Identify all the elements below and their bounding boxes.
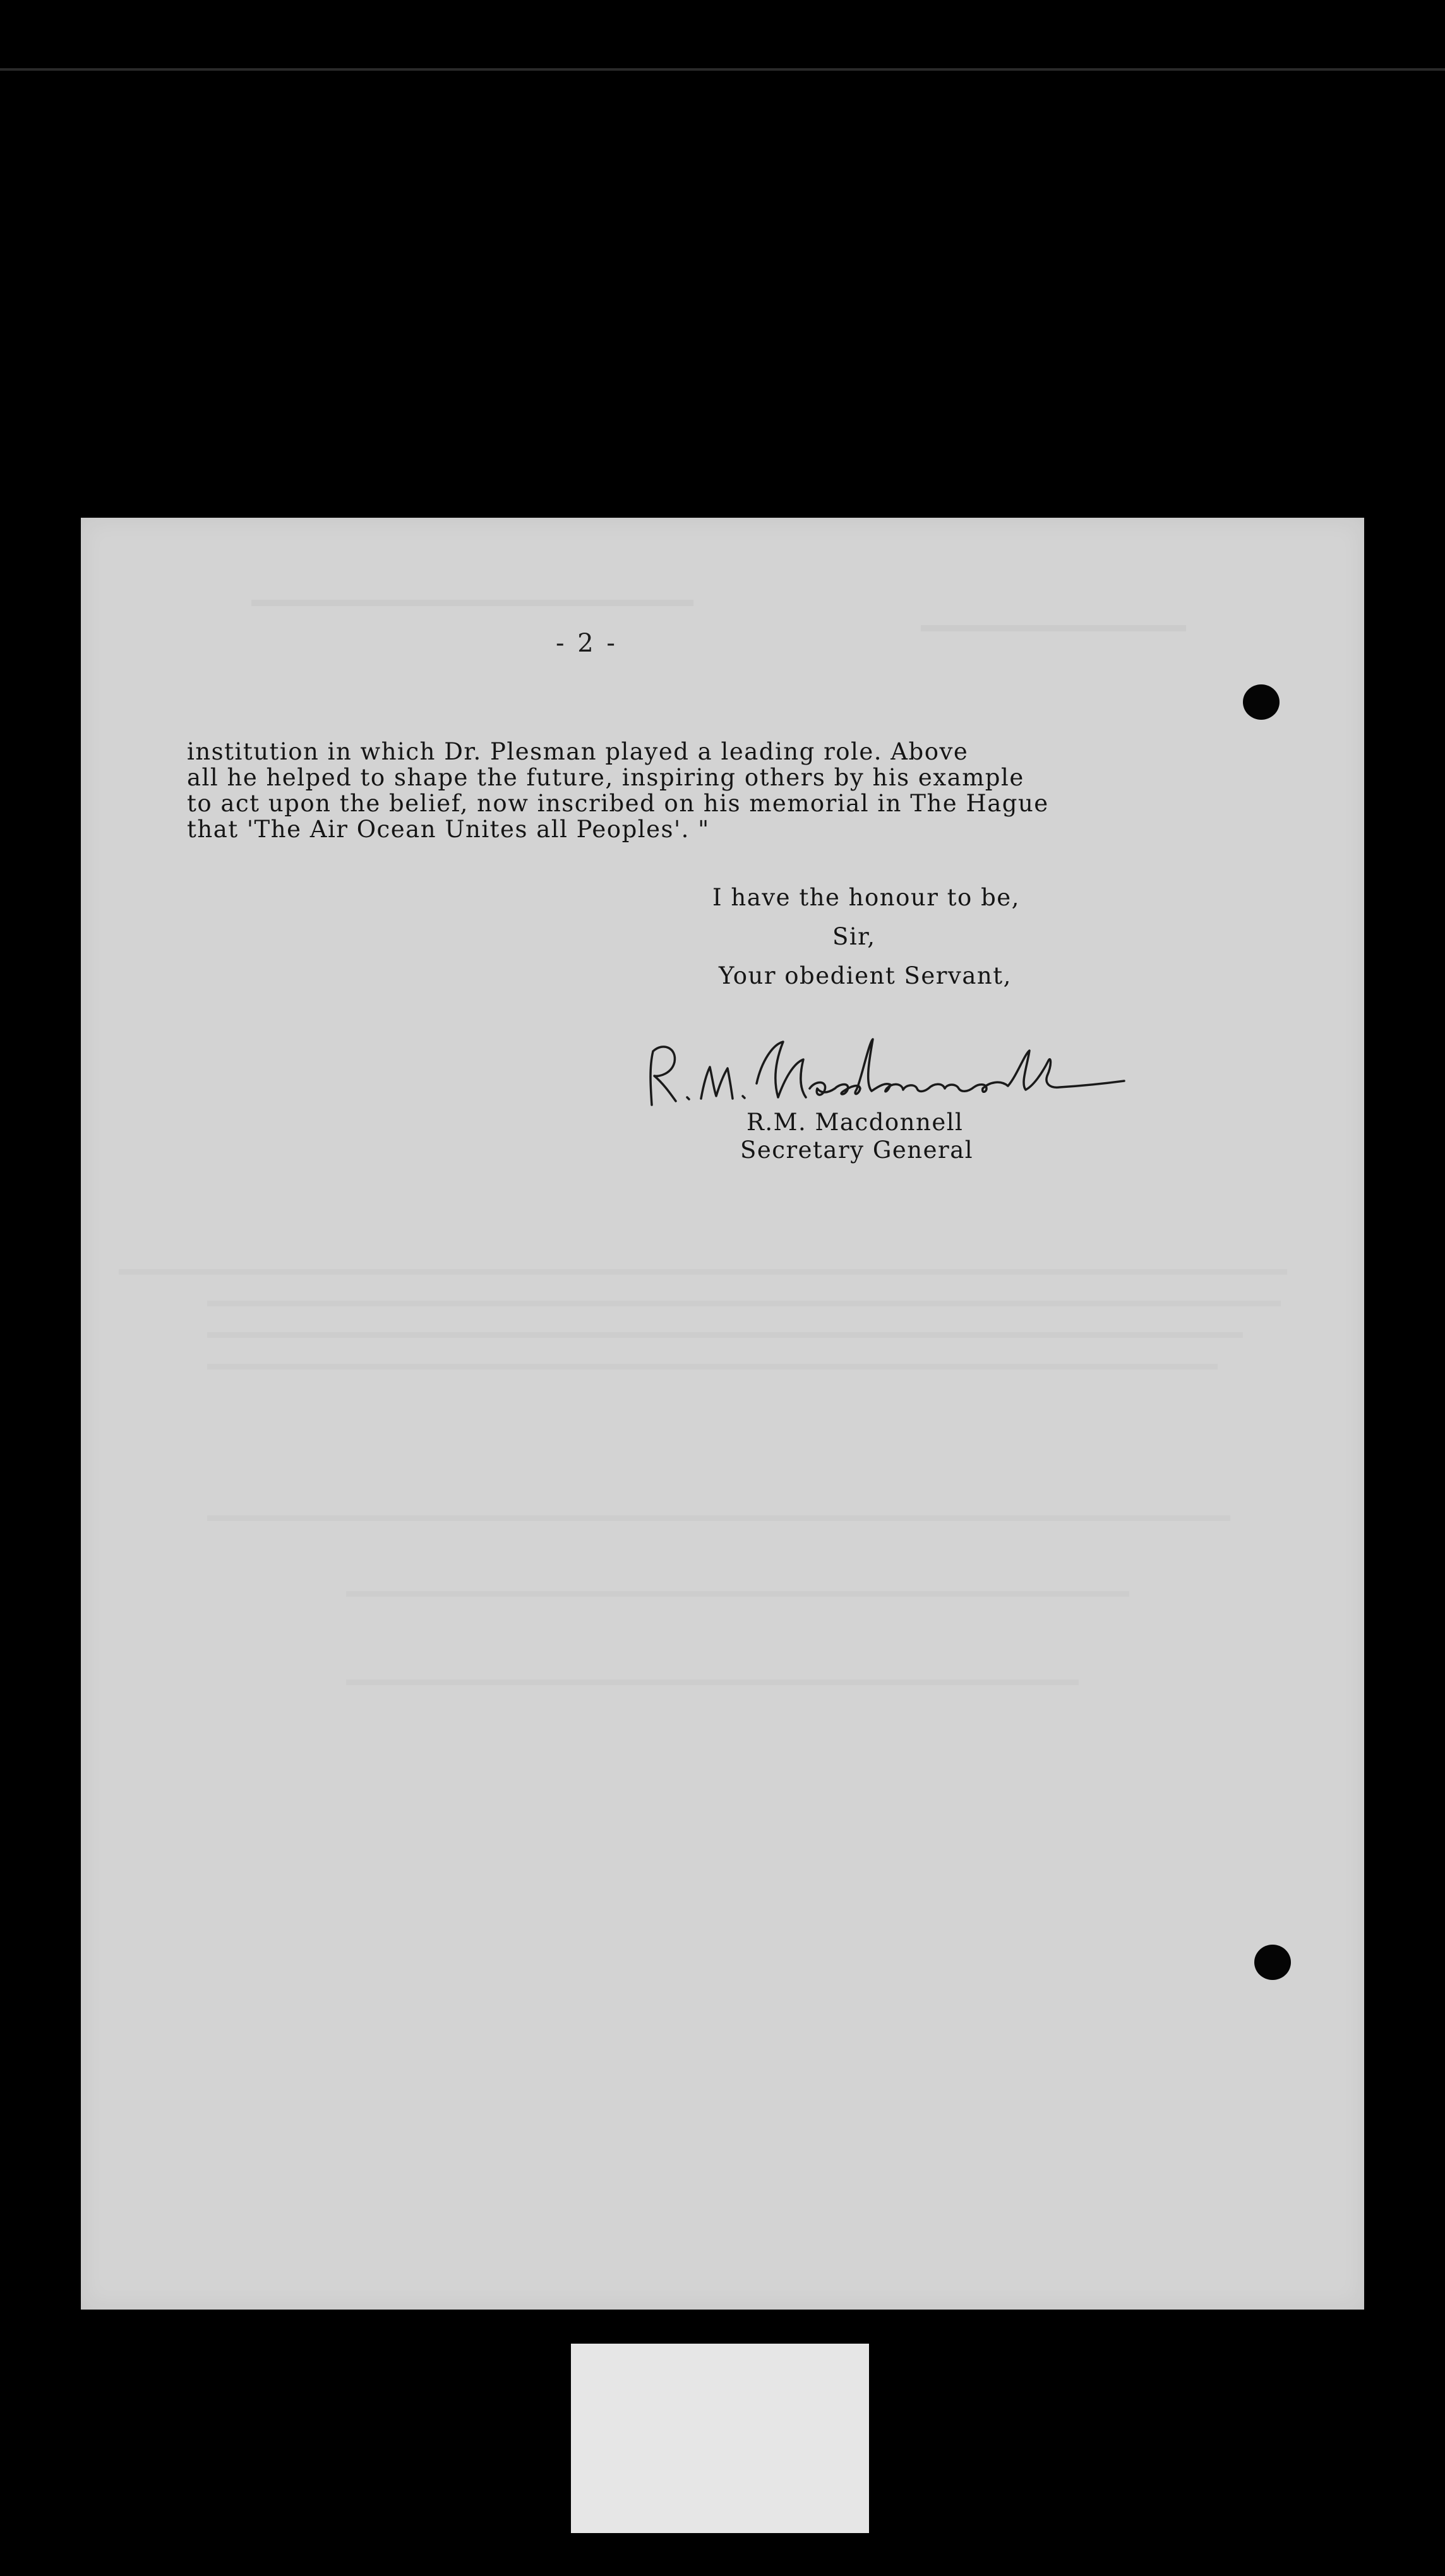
show-through-mark bbox=[251, 600, 693, 606]
page-number: - 2 - bbox=[556, 629, 618, 658]
letter-body bbox=[187, 739, 1084, 842]
punch-hole-bottom bbox=[1254, 1945, 1291, 1980]
blank-label-card bbox=[571, 2344, 869, 2533]
body-line: all he helped to shape the future, inspiring others by his example bbox=[187, 764, 1024, 791]
scan-top-edge bbox=[0, 68, 1445, 71]
show-through-mark bbox=[921, 625, 1186, 631]
handwritten-signature bbox=[638, 1023, 1137, 1118]
show-through-mark bbox=[346, 1591, 1129, 1597]
show-through-mark bbox=[207, 1301, 1281, 1306]
punch-hole-top bbox=[1243, 684, 1280, 720]
show-through-mark bbox=[346, 1679, 1079, 1685]
body-line: that 'The Air Ocean Unites all Peoples'. " bbox=[187, 816, 710, 843]
show-through-mark bbox=[207, 1515, 1230, 1521]
closing-salutation: Sir, bbox=[832, 923, 876, 950]
body-line: to act upon the belief, now inscribed on his memorial in The Hague bbox=[187, 790, 1049, 817]
show-through-mark bbox=[207, 1332, 1243, 1338]
show-through-mark bbox=[207, 1364, 1218, 1369]
signatory-block bbox=[740, 1109, 973, 1164]
closing-line: I have the honour to be, bbox=[712, 884, 1020, 911]
show-through-mark bbox=[119, 1269, 1287, 1275]
body-line: institution in which Dr. Plesman played a leading role. Above bbox=[187, 738, 969, 765]
signatory-name: R.M. Macdonnell bbox=[746, 1109, 964, 1136]
signatory-title: Secretary General bbox=[740, 1136, 974, 1164]
closing-line: Your obedient Servant, bbox=[719, 962, 1012, 989]
